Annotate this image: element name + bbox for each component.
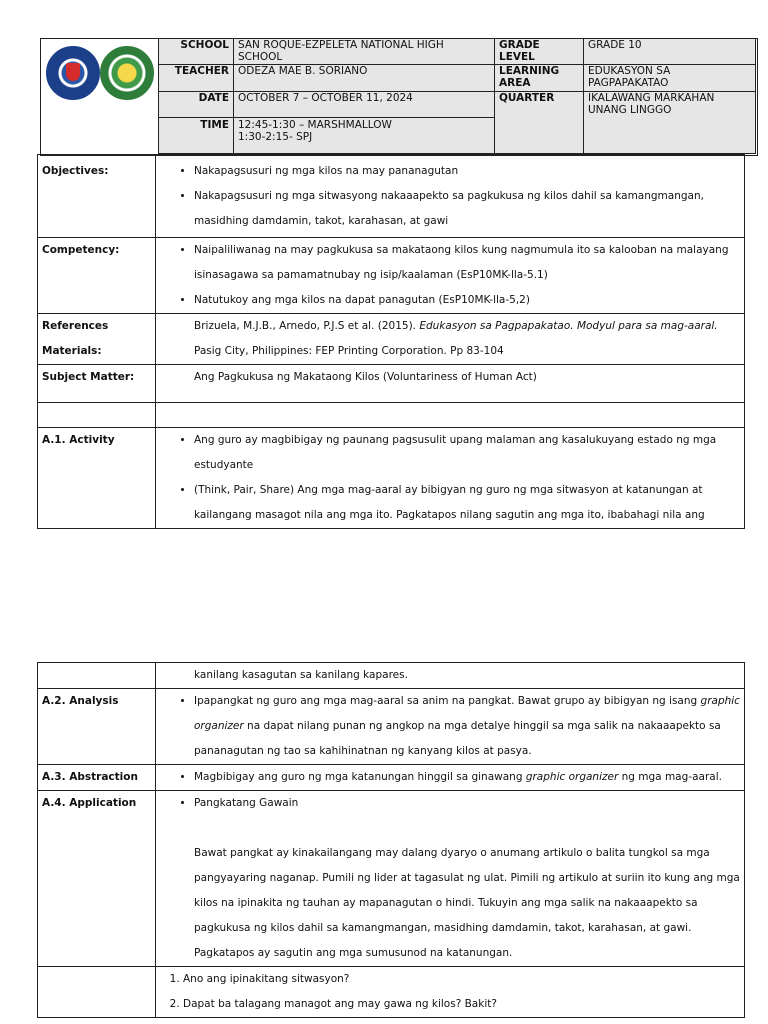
time-value-2: 1:30-2:15- SPJ — [238, 130, 313, 143]
grade-label: GRADE LEVEL — [495, 39, 584, 65]
competency-list — [166, 238, 740, 313]
references-label — [38, 314, 156, 365]
time-value — [234, 118, 495, 154]
competency-item: • Naipaliliwanag na may pagkukusa sa makataong kilos kung nagmumula ito sa kalooban na malayang isinasagawa sa pamamatnubay ng isip/kaalaman (EsP10MK-lla-5.1) — [194, 238, 740, 288]
application-paragraph: Bawat pangkat ay kinakailangang may dalang dyaryo o anumang artikulo o balita tungkol sa mga pangyayaring naganap. Pumili ng lider at tagasulat ng ulat. Pimili ng artikulo at suriin ito kung ang mga kilos na ipinakita ng tauhan ay mapanagutan o hindi. Tukuyin ang mga salik na nakaaapekto sa pagkukusa ng kilos dahil sa kamangmangan, masidhing damdamin, takot, karahasan, at gawi. Pagkatapos ay sagutin ang mga sumusunod na katanungan. — [194, 847, 740, 959]
time-value-1: 12:45-1:30 – MARSHMALLOW — [238, 119, 392, 131]
analysis-text-2: na dapat nilang punan ng angkop na mga detalye hinggil sa mga salik na nakaaapekto sa pananagutan ng tao sa kahihinatnan ng kanyang kilos at pasya. — [194, 720, 721, 757]
application-list — [166, 791, 740, 816]
activity-item: • (Think, Pair, Share) Ang mga mag-aaral ay bibigyan ng guro ng mga sitwasyon at katanungan at kailangang masagot nila ang mga ito. Pagkatapos nilang sagutin ang mga ito, ibabahagi nila ang — [194, 478, 740, 528]
deped-seal-icon — [46, 46, 100, 100]
school-label: SCHOOL — [159, 39, 234, 65]
analysis-text-1: Ipapangkat ng guro ang mga mag-aaral sa anim na pangkat. Bawat grupo ay bibigyan ng isang — [194, 695, 701, 707]
analysis-text-italic: graphic organizer — [194, 695, 740, 732]
school-value: SAN ROQUE-EZPELETA NATIONAL HIGH SCHOOL — [234, 39, 495, 65]
blank-row — [38, 403, 745, 428]
objectives-row — [38, 155, 745, 238]
quarter-value: IKALAWANG MARKAHAN UNANG LINGGO — [584, 92, 756, 154]
objectives-label: Objectives: — [38, 155, 156, 238]
competency-item: • Natutukoy ang mga kilos na dapat panagutan (EsP10MK-lla-5,2) — [194, 288, 740, 313]
objectives-list — [166, 159, 740, 234]
blank-cell — [156, 403, 745, 428]
abstraction-text-2: ng mga mag-aaral. — [618, 771, 722, 783]
activity-label: A.1. Activity — [38, 428, 156, 529]
references-label-1: References — [42, 320, 109, 332]
activity-continued-label — [38, 663, 156, 689]
application-spacer — [166, 816, 740, 841]
references-label-2: Materials: — [42, 345, 102, 357]
objective-item: • Nakapagsusuri ng mga kilos na may pananagutan — [194, 159, 740, 184]
abstraction-row — [38, 765, 745, 791]
quarter-label: QUARTER — [495, 92, 584, 154]
teacher-value: ODEZA MAE B. SORIANO — [234, 65, 495, 92]
question-item: 2. Dapat ba talagang managot ang may gawa ng kilos? Bakit? — [183, 992, 740, 1017]
lesson-table-part-2 — [37, 662, 745, 1018]
activity-continued-row — [38, 663, 745, 689]
application-label: A.4. Application — [38, 791, 156, 967]
analysis-label: A.2. Analysis — [38, 689, 156, 765]
references-text — [166, 314, 740, 364]
activity-row — [38, 428, 745, 529]
activity-list — [166, 428, 740, 528]
analysis-list — [166, 689, 740, 764]
references-row — [38, 314, 745, 365]
date-value: OCTOBER 7 – OCTOBER 11, 2024 — [234, 92, 495, 118]
reference-title: Edukasyon sa Pagpapakatao. Modyul para sa mag-aaral. — [419, 320, 718, 332]
questions-label — [38, 967, 156, 1018]
abstraction-list — [166, 765, 740, 790]
grade-value: GRADE 10 — [584, 39, 756, 65]
area-label: LEARNING AREA — [495, 65, 584, 92]
competency-row — [38, 238, 745, 314]
reference-author: Brizuela, M.J.B., Arnedo, P.J.S et al. (2015). — [194, 320, 420, 332]
subject-label: Subject Matter: — [38, 365, 156, 403]
subject-row — [38, 365, 745, 403]
abstraction-text-1: Magbibigay ang guro ng mga katanungan hinggil sa ginawang — [194, 771, 526, 783]
application-item: • Pangkatang Gawain — [194, 791, 740, 816]
date-label: DATE — [159, 92, 234, 118]
header-table — [158, 38, 756, 154]
questions-row — [38, 967, 745, 1018]
lesson-table-part-1 — [37, 154, 745, 529]
activity-continued-text: kanilang kasagutan sa kanilang kapares. — [194, 669, 408, 681]
time-label: TIME — [159, 118, 234, 154]
teacher-label: TEACHER — [159, 65, 234, 92]
reference-publisher: Pasig City, Philippines: FEP Printing Corporation. Pp 83-104 — [194, 345, 504, 357]
blank-cell — [38, 403, 156, 428]
abstraction-text-italic: graphic organizer — [525, 771, 619, 783]
analysis-row — [38, 689, 745, 765]
school-seal-icon — [100, 46, 154, 100]
logos — [42, 40, 158, 120]
questions-list — [156, 967, 740, 1017]
analysis-item — [194, 689, 740, 764]
abstraction-item — [194, 765, 740, 790]
objective-item: • Nakapagsusuri ng mga sitwasyong nakaaapekto sa pagkukusa ng kilos dahil sa kamangmangan, masidhing damdamin, takot, karahasan, at gawi — [194, 184, 740, 234]
activity-item: • Ang guro ay magbibigay ng paunang pagsusulit upang malaman ang kasalukuyang estado ng mga estudyante — [194, 428, 740, 478]
area-value: EDUKASYON SA PAGPAPAKATAO — [584, 65, 756, 92]
application-row — [38, 791, 745, 967]
competency-label: Competency: — [38, 238, 156, 314]
abstraction-label: A.3. Abstraction — [38, 765, 156, 791]
question-item: 1. Ano ang ipinakitang sitwasyon? — [183, 967, 740, 992]
subject-text: Ang Pagkukusa ng Makataong Kilos (Voluntariness of Human Act) — [194, 371, 537, 383]
